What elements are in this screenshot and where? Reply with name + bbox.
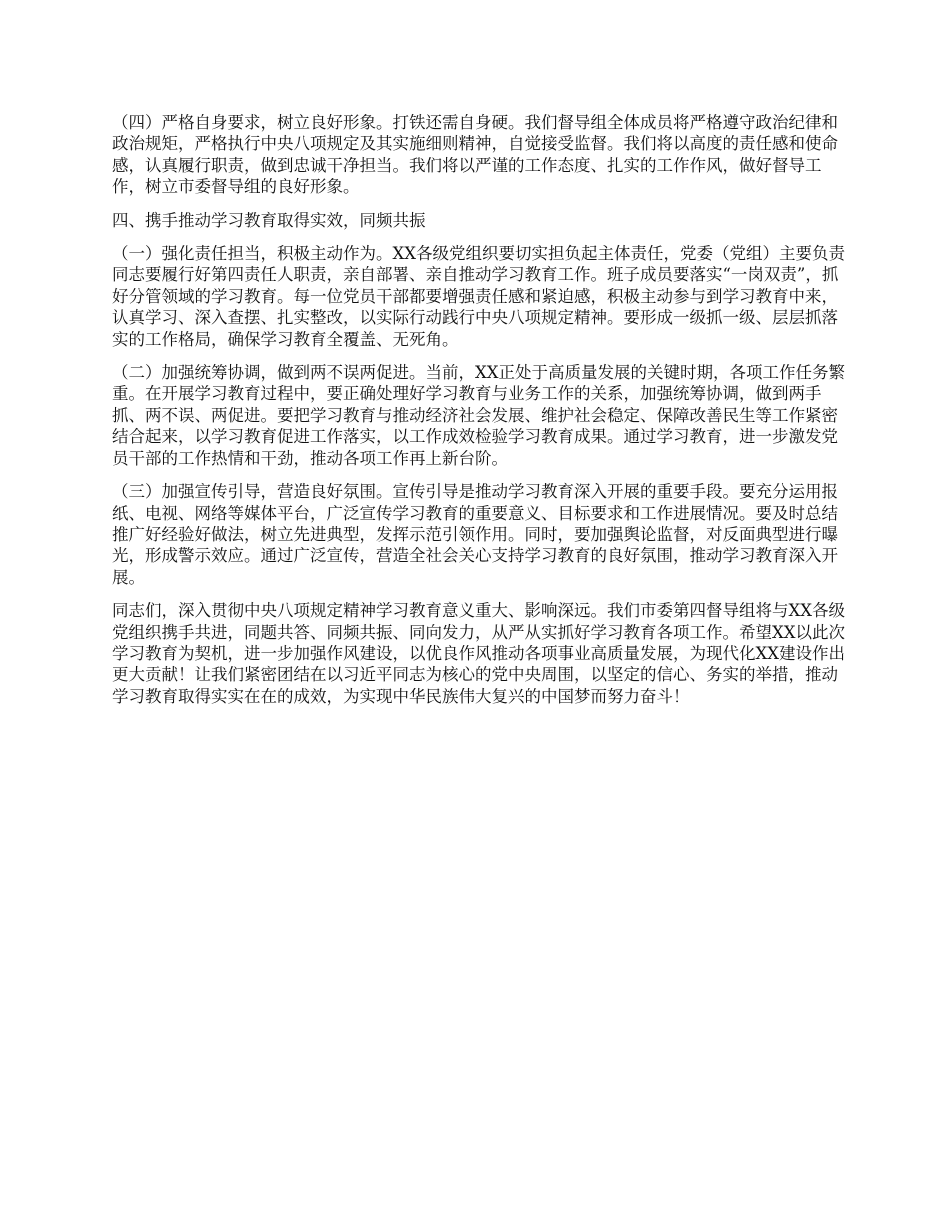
paragraph-coordination: （二）加强统筹协调，做到两不误两促进。当前，XX正处于高质量发展的关键时期，各项工作任务繁重。在开展学习教育过程中，要正确处理好学习教育与业务工作的关系，加强统筹协调，做到两手抓、两不误、两促进。要把学习教育与推动经济社会发展、维护社会稳定、保障改善民生等工作紧密结合起来，以学习教育促进工作落实，以工作成效检验学习教育成果。通过学习教育，进一步激发党员干部的工作热情和干劲，推动各项工作再上新台阶。 — [112, 363, 845, 468]
paragraph-responsibility: （一）强化责任担当，积极主动作为。XX各级党组织要切实担负起主体责任，党委（党组）主要负责同志要履行好第四责任人职责，亲自部署、亲自推动学习教育工作。班子成员要落实“一岗双责”，抓好分管领域的学习教育。每一位党员干部都要增强责任感和紧迫感，积极主动参与到学习教育中来，认真学习、深入查摆、扎实整改，以实际行动践行中央八项规定精神。要形成一级抓一级、层层抓落实的工作格局，确保学习教育全覆盖、无死角。 — [112, 244, 845, 349]
paragraph-section-4-self-discipline: （四）严格自身要求，树立良好形象。打铁还需自身硬。我们督导组全体成员将严格遵守政治纪律和政治规矩，严格执行中央八项规定及其实施细则精神，自觉接受监督。我们将以高度的责任感和使命感，认真履行职责，做到忠诚干净担当。我们将以严谨的工作态度、扎实的工作作风，做好督导工作，树立市委督导组的良好形象。 — [112, 113, 838, 197]
section-heading-four: 四、携手推动学习教育取得实效，同频共振 — [112, 210, 426, 230]
paragraph-closing: 同志们，深入贯彻中央八项规定精神学习教育意义重大、影响深远。我们市委第四督导组将与XX各级党组织携手共进，同题共答、同频共振、同向发力，从严从实抓好学习教育各项工作。希望XX以此次学习教育为契机，进一步加强作风建设，以优良作风推动各项事业高质量发展，为现代化XX建设作出更大贡献！让我们紧密团结在以习近平同志为核心的党中央周围，以坚定的信心、务实的举措，推动学习教育取得实实在在的成效，为实现中华民族伟大复兴的中国梦而努力奋斗！ — [112, 601, 845, 706]
paragraph-publicity: （三）加强宣传引导，营造良好氛围。宣传引导是推动学习教育深入开展的重要手段。要充分运用报纸、电视、网络等媒体平台，广泛宣传学习教育的重要意义、目标要求和工作进展情况。要及时总结推广好经验好做法，树立先进典型，发挥示范引领作用。同时，要加强舆论监督，对反面典型进行曝光，形成警示效应。通过广泛宣传，营造全社会关心支持学习教育的良好氛围，推动学习教育深入开展。 — [112, 482, 838, 587]
document-page — [112, 112, 854, 719]
